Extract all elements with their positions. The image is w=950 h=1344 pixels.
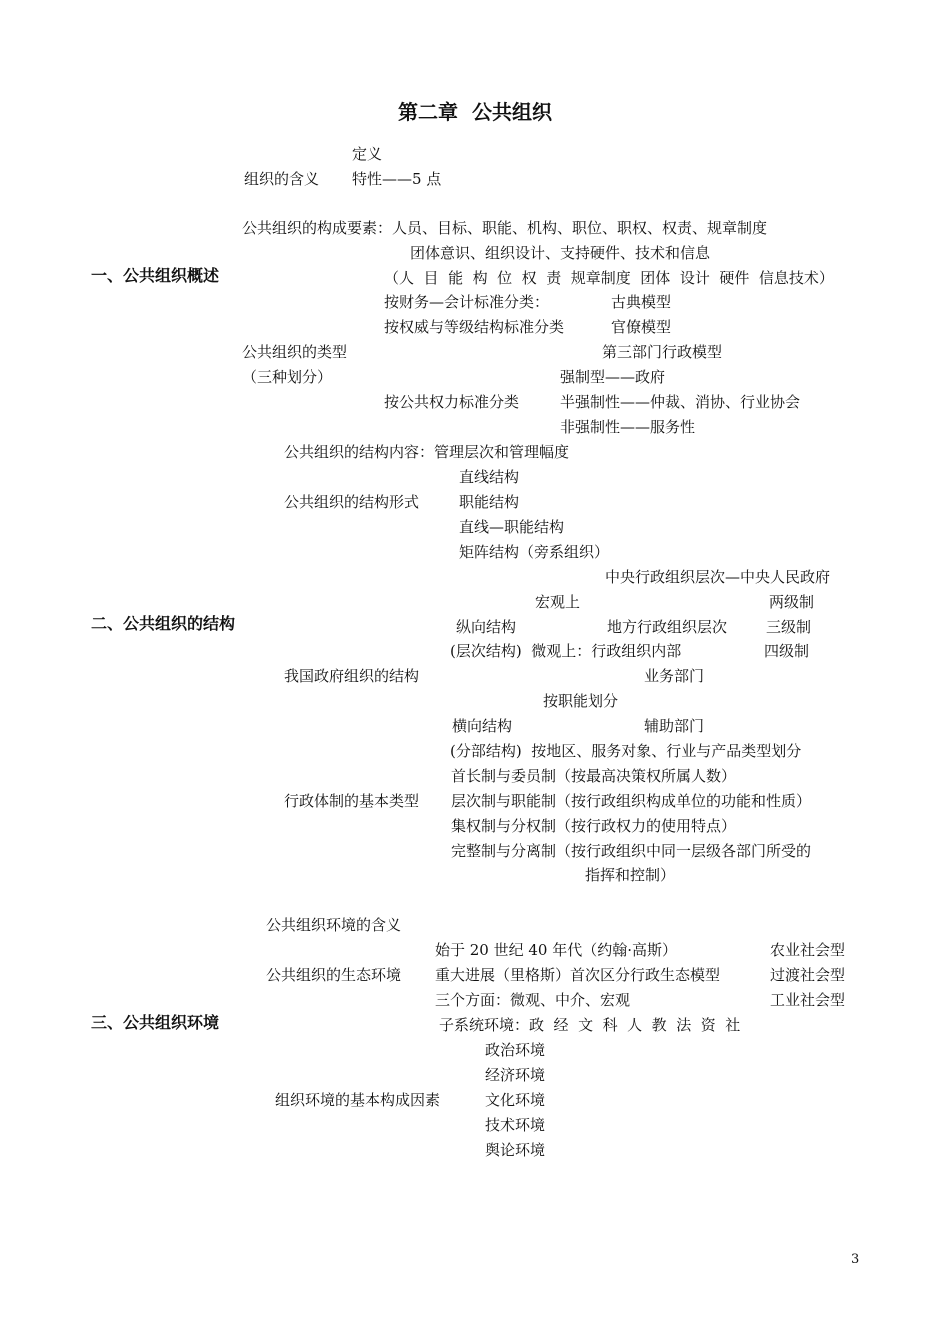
ecological-environment-label: 公共组织的生态环境 [266, 966, 402, 984]
local-level: 地方行政组织层次 [607, 618, 728, 636]
organization-meaning-label: 组织的含义 [244, 170, 320, 188]
political-environment: 政治环境 [485, 1041, 546, 1059]
gov-structure-label: 我国政府组织的结构 [284, 667, 420, 685]
public-opinion-environment: 舆论环境 [485, 1141, 546, 1159]
cultural-environment: 文化环境 [485, 1091, 546, 1109]
head-committee-system: 首长制与委员制（按最高决策权所属人数） [451, 767, 737, 785]
economic-environment: 经济环境 [485, 1066, 546, 1084]
three-level-system: 三级制 [766, 618, 812, 636]
section-heading-environment: 三、公共组织环境 [91, 1013, 220, 1032]
three-aspects: 三个方面：微观、中介、宏观 [435, 991, 631, 1009]
traits-label: 特性——5 点 [352, 170, 442, 188]
elements-line-1: 公共组织的构成要素：人员、目标、职能、机构、职位、职权、权责、规章制度 [242, 219, 768, 237]
industrial-society: 工业社会型 [770, 991, 846, 1009]
agricultural-society: 农业社会型 [770, 941, 846, 959]
chapter-title: 第二章 公共组织 [398, 100, 552, 124]
elements-line-2: 团体意识、组织设计、支持硬件、技术和信息 [410, 244, 711, 262]
level-function-system: 层次制与职能制（按行政组织构成单位的功能和性质） [451, 792, 812, 810]
section-heading-overview: 一、公共组织概述 [91, 266, 220, 285]
environment-meaning: 公共组织环境的含义 [266, 916, 402, 934]
vertical-structure: 纵向结构 [456, 618, 517, 636]
hierarchy-structure: (层次结构) 微观上：行政组织内部 [450, 642, 682, 660]
macro-label: 宏观上 [535, 593, 581, 611]
division-structure: (分部结构) 按地区、服务对象、行业与产品类型划分 [450, 742, 802, 760]
transitional-society: 过渡社会型 [770, 966, 846, 984]
non-coercive-type: 非强制性——服务性 [560, 418, 696, 436]
structure-forms-label: 公共组织的结构形式 [284, 493, 420, 511]
classic-model: 古典模型 [611, 293, 672, 311]
structure-content: 公共组织的结构内容：管理层次和管理幅度 [284, 443, 570, 461]
two-level-system: 两级制 [769, 593, 815, 611]
command-control: 指挥和控制） [585, 866, 676, 884]
four-level-system: 四级制 [764, 642, 810, 660]
matrix-structure: 矩阵结构（旁系组织） [459, 543, 610, 561]
bureaucracy-model: 官僚模型 [611, 318, 672, 336]
organization-types-label: 公共组织的类型 [242, 343, 348, 361]
horizontal-structure: 横向结构 [452, 717, 513, 735]
line-structure: 直线结构 [459, 468, 520, 486]
coercive-type: 强制型——政府 [560, 368, 666, 386]
by-authority-label: 按权威与等级结构标准分类 [384, 318, 565, 336]
section-heading-structure: 二、公共组织的结构 [91, 614, 236, 633]
basic-factors-label: 组织环境的基本构成因素 [275, 1091, 441, 1109]
three-kinds-note: （三种划分） [242, 368, 333, 386]
technical-environment: 技术环境 [485, 1116, 546, 1134]
definition-label: 定义 [352, 145, 383, 163]
complete-separation-system: 完整制与分离制（按行政组织中同一层级各部门所受的 [451, 842, 812, 860]
admin-system-types-label: 行政体制的基本类型 [284, 792, 420, 810]
semi-coercive-type: 半强制性——仲裁、消协、行业协会 [560, 393, 801, 411]
began-1940s: 始于 20 世纪 40 年代（约翰·高斯） [435, 941, 678, 959]
elements-abbrev: （人 目 能 构 位 权 责 规章制度 团体 设计 硬件 信息技术） [384, 269, 834, 287]
business-dept: 业务部门 [644, 667, 705, 685]
auxiliary-dept: 辅助部门 [644, 717, 705, 735]
page-number: 3 [851, 1252, 860, 1267]
subsystem-environment: 子系统环境：政 经 文 科 人 教 法 资 社 [439, 1016, 741, 1034]
by-function-label: 按职能划分 [543, 692, 619, 710]
function-structure: 职能结构 [459, 493, 520, 511]
third-sector-model: 第三部门行政模型 [602, 343, 723, 361]
central-level: 中央行政组织层次—中央人民政府 [605, 568, 831, 586]
centralization-system: 集权制与分权制（按行政权力的使用特点） [451, 817, 737, 835]
by-finance-label: 按财务—会计标准分类： [384, 293, 550, 311]
by-power-label: 按公共权力标准分类 [384, 393, 520, 411]
line-function-structure: 直线—职能结构 [459, 518, 565, 536]
riggs-progress: 重大进展（里格斯）首次区分行政生态模型 [435, 966, 721, 984]
